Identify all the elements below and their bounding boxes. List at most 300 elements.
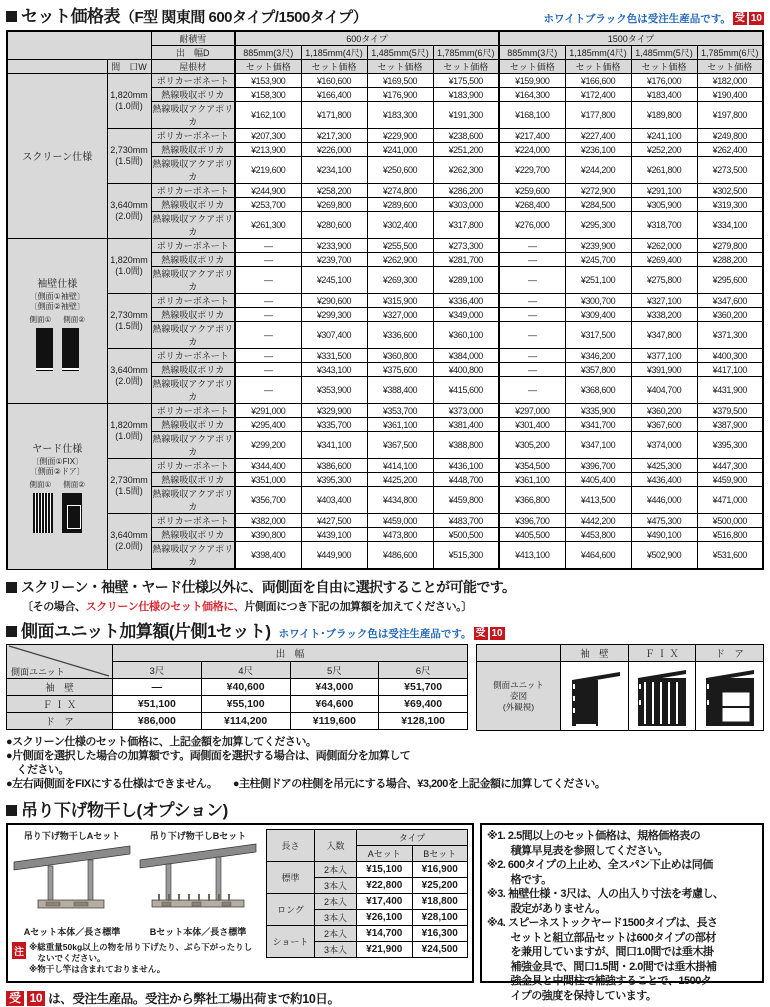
depth-col-header: 1,185mm(4尺) xyxy=(565,46,631,60)
price-cell: ¥338,200 xyxy=(631,308,697,322)
bullet-line: ●左右両側面をFIXにする仕様はできません。 ●主柱側ドアの柱側を吊元にする場合、¥3,200を上記金額に加算してください。 xyxy=(6,778,606,790)
roof-material-cell: ポリカーボネート xyxy=(151,514,235,528)
category-cell xyxy=(7,404,107,570)
price-b-cell: ¥18,800 xyxy=(412,894,468,910)
side-pictograms xyxy=(36,328,79,368)
price-cell: ¥262,000 xyxy=(631,239,697,253)
price-cell: ¥317,800 xyxy=(433,212,499,239)
side-unit-order-text: ホワイト･ブラック色は受注生産品です。 xyxy=(278,628,472,640)
page-title: セット価格表 xyxy=(21,7,120,26)
price-cell: ¥446,000 xyxy=(631,487,697,514)
price-cell: ¥388,400 xyxy=(367,377,433,404)
price-cell: ¥227,400 xyxy=(565,129,631,143)
width-mm: 2,730mm xyxy=(110,145,148,155)
price-col-header: セット価格 xyxy=(697,60,763,74)
price-cell: ¥177,800 xyxy=(565,102,631,129)
ud-row-label: 側面ユニット 姿図 (外観視) xyxy=(477,662,561,731)
add-price-cell: ¥51,100 xyxy=(113,696,202,713)
price-cell: ¥273,300 xyxy=(433,239,499,253)
width-mm: 2,730mm xyxy=(110,310,148,320)
price-cell: ¥500,000 xyxy=(697,514,763,528)
set-b-illustration-icon xyxy=(138,842,258,920)
price-cell: ¥471,000 xyxy=(697,487,763,514)
price-a-cell: ¥15,100 xyxy=(357,862,413,878)
set-a-caption: Aセット本体／長さ標準 xyxy=(23,927,121,937)
add-price-cell: ¥51,700 xyxy=(379,679,468,696)
price-cell: ¥382,000 xyxy=(235,514,301,528)
price-cell: ¥261,300 xyxy=(235,212,301,239)
depth-col-header: 885mm(3尺) xyxy=(235,46,301,60)
price-cell: ¥502,900 xyxy=(631,542,697,570)
price-cell: ¥262,400 xyxy=(697,143,763,157)
bullet-line: ●片側面を選択した場合の加算額です。両側面を選択する場合は、両側面分を加算して xyxy=(6,750,411,762)
price-cell: ¥344,400 xyxy=(235,459,301,473)
price-cell: ¥295,300 xyxy=(565,212,631,239)
price-cell: ¥341,100 xyxy=(301,432,367,459)
price-cell: ¥291,000 xyxy=(235,404,301,418)
price-cell: ¥361,100 xyxy=(499,473,565,487)
price-cell: ¥335,700 xyxy=(301,418,367,432)
price-col-header: セット価格 xyxy=(499,60,565,74)
width-mm: 3,640mm xyxy=(110,200,148,210)
price-cell: ¥302,500 xyxy=(697,184,763,198)
price-cell: ¥295,400 xyxy=(235,418,301,432)
price-cell: ¥425,200 xyxy=(367,473,433,487)
price-cell: ¥274,800 xyxy=(367,184,433,198)
roof-material-cell: 熱線吸収ポリカ xyxy=(151,253,235,267)
page-subtitle: （F型 関東間 600タイプ/1500タイプ） xyxy=(120,9,368,26)
price-cell: ¥398,400 xyxy=(235,542,301,570)
price-cell: ¥244,900 xyxy=(235,184,301,198)
price-cell: ¥229,900 xyxy=(367,129,433,143)
price-cell: ¥234,100 xyxy=(301,157,367,184)
price-cell: ¥190,400 xyxy=(697,88,763,102)
category-cell xyxy=(7,74,107,239)
price-cell: ¥500,500 xyxy=(433,528,499,542)
warning-line-2: ないでください。 xyxy=(29,953,106,963)
price-cell: — xyxy=(499,239,565,253)
price-cell: ¥516,800 xyxy=(697,528,763,542)
price-cell: ¥436,100 xyxy=(433,459,499,473)
price-cell: — xyxy=(235,267,301,294)
add-price-cell: ¥128,100 xyxy=(379,713,468,730)
price-b-cell: ¥24,500 xyxy=(412,942,468,958)
ud-column-header: Ｆ Ｉ Ｘ xyxy=(628,645,696,662)
footnote-line: ※3. 袖壁仕様・3尺は、人の出入り寸法を考慮し、 xyxy=(487,888,724,900)
price-cell: ¥360,200 xyxy=(631,404,697,418)
price-cell: ¥403,400 xyxy=(301,487,367,514)
price-cell: ¥166,400 xyxy=(301,88,367,102)
depth-column-header: 3尺 xyxy=(113,662,202,679)
price-cell: ¥367,600 xyxy=(631,418,697,432)
price-cell: ¥366,800 xyxy=(499,487,565,514)
roof-material-cell: 熱線吸収ポリカ xyxy=(151,308,235,322)
price-cell: ¥347,100 xyxy=(565,432,631,459)
width-mm: 1,820mm xyxy=(110,420,148,430)
price-cell: ¥343,100 xyxy=(301,363,367,377)
option-table-row xyxy=(267,926,468,942)
table-row xyxy=(7,404,763,418)
count-cell: 3本入 xyxy=(315,878,357,894)
set-b-title: 吊り下げ物干しBセット xyxy=(149,831,247,841)
price-cell: ¥387,900 xyxy=(697,418,763,432)
footer-text: は、受注生産品。受注から弊社工場出荷まで約10日。 xyxy=(48,992,340,1006)
unit-type-label: 袖 壁 xyxy=(7,679,113,696)
price-col-header: セット価格 xyxy=(565,60,631,74)
price-cell: ¥381,400 xyxy=(433,418,499,432)
length-cell: ロング xyxy=(267,894,315,926)
price-cell: ¥172,400 xyxy=(565,88,631,102)
price-cell: — xyxy=(499,308,565,322)
width-mm: 2,730mm xyxy=(110,475,148,485)
price-cell: ¥336,400 xyxy=(433,294,499,308)
price-cell: ¥413,500 xyxy=(565,487,631,514)
price-cell: ¥396,700 xyxy=(499,514,565,528)
price-cell: ¥434,800 xyxy=(367,487,433,514)
price-cell: ¥276,000 xyxy=(499,212,565,239)
price-cell: ¥353,700 xyxy=(367,404,433,418)
warning-badge-icon: 注 xyxy=(12,942,26,959)
price-cell: — xyxy=(499,267,565,294)
price-cell: ¥197,800 xyxy=(697,102,763,129)
price-cell: ¥327,000 xyxy=(367,308,433,322)
width-mm: 3,640mm xyxy=(110,530,148,541)
width-cell xyxy=(107,514,151,570)
footnote-line: 積算早見表を参照してください。 xyxy=(487,844,669,857)
footnote-line: イプの強度を保持しています。 xyxy=(487,989,657,1002)
price-cell: ¥224,000 xyxy=(499,143,565,157)
add-price-cell: ¥43,000 xyxy=(290,679,379,696)
table-row xyxy=(7,459,763,473)
price-cell: ¥448,700 xyxy=(433,473,499,487)
add-table-row xyxy=(7,713,468,730)
price-cell: ¥413,100 xyxy=(499,542,565,570)
price-cell: ¥207,300 xyxy=(235,129,301,143)
option-heading xyxy=(6,796,764,821)
roof-material-cell: 熱線吸収ポリカ xyxy=(151,528,235,542)
price-cell: ¥315,900 xyxy=(367,294,433,308)
roof-material-cell: ポリカーボネート xyxy=(151,294,235,308)
price-cell: ¥299,300 xyxy=(301,308,367,322)
price-cell: ¥241,100 xyxy=(631,129,697,143)
ud-diagram-cell xyxy=(628,662,696,731)
side-unit-corner-label: 側面ユニット xyxy=(11,667,65,677)
width-ken: (2.0間) xyxy=(115,211,143,221)
price-b-cell: ¥25,200 xyxy=(412,878,468,894)
price-cell: ¥229,700 xyxy=(499,157,565,184)
depth-col-header: 1,485mm(5尺) xyxy=(367,46,433,60)
price-cell: ¥464,600 xyxy=(565,542,631,570)
add-price-cell: ¥64,600 xyxy=(290,696,379,713)
roof-material-cell: 熱線吸収ポリカ xyxy=(151,143,235,157)
roof-material-cell: ポリカーボネート xyxy=(151,184,235,198)
depth-col-header: 1,485mm(5尺) xyxy=(631,46,697,60)
roof-material-cell: 熱線吸収ポリカ xyxy=(151,363,235,377)
price-cell: ¥425,300 xyxy=(631,459,697,473)
price-cell: ¥168,100 xyxy=(499,102,565,129)
price-cell: ¥417,100 xyxy=(697,363,763,377)
price-cell: ¥261,800 xyxy=(631,157,697,184)
badge-days-icon: 10 xyxy=(491,628,503,639)
price-cell: ¥431,900 xyxy=(697,377,763,404)
price-cell: ¥349,000 xyxy=(433,308,499,322)
price-a-cell: ¥26,100 xyxy=(357,910,413,926)
price-cell: ¥244,200 xyxy=(565,157,631,184)
roof-material-cell: 熱線吸収アクアポリカ xyxy=(151,157,235,184)
ud-diagram-cell xyxy=(561,662,629,731)
price-cell: ¥360,100 xyxy=(433,322,499,349)
width-ken: (1.5間) xyxy=(115,486,143,496)
price-col-header: セット価格 xyxy=(433,60,499,74)
table-row xyxy=(7,514,763,528)
price-cell: ¥252,200 xyxy=(631,143,697,157)
depth-col-header: 1,185mm(4尺) xyxy=(301,46,367,60)
footnotes-box xyxy=(480,823,764,1002)
price-cell: ¥268,400 xyxy=(499,198,565,212)
price-cell: — xyxy=(235,239,301,253)
price-cell: ¥300,700 xyxy=(565,294,631,308)
add-price-cell: ¥40,600 xyxy=(201,679,290,696)
price-cell: ¥284,500 xyxy=(565,198,631,212)
price-cell: — xyxy=(235,377,301,404)
price-cell: ¥384,000 xyxy=(433,349,499,363)
count-header: 入数 xyxy=(315,830,357,862)
price-cell: ¥405,500 xyxy=(499,528,565,542)
roof-material-cell: 熱線吸収ポリカ xyxy=(151,473,235,487)
price-cell: ¥297,000 xyxy=(499,404,565,418)
price-cell: ¥295,600 xyxy=(697,267,763,294)
add-price-cell: ¥55,100 xyxy=(201,696,290,713)
order-made-note xyxy=(544,11,764,26)
badge-order-icon: 受 xyxy=(6,991,24,1006)
type-1500-header: 1500タイプ xyxy=(499,31,763,46)
price-cell: ¥318,700 xyxy=(631,212,697,239)
price-cell: ¥459,900 xyxy=(697,473,763,487)
price-cell: ¥309,400 xyxy=(565,308,631,322)
price-cell: — xyxy=(235,349,301,363)
price-b-cell: ¥16,300 xyxy=(412,926,468,942)
side-unit-bullets xyxy=(6,735,764,791)
footnote-line: 格です。 xyxy=(487,873,552,886)
corner-cell xyxy=(7,60,107,74)
count-cell: 2本入 xyxy=(315,862,357,878)
side-pictograms xyxy=(33,493,82,533)
side-labels: 側面① 側面② xyxy=(29,314,85,324)
add-price-cell: — xyxy=(113,679,202,696)
footnote-line: セットと組立部品セットは600タイプの部材 xyxy=(487,931,716,944)
price-cell: ¥217,300 xyxy=(301,129,367,143)
price-a-cell: ¥17,400 xyxy=(357,894,413,910)
footnote-line: 強金具と中間柱で補強することで、1500タ xyxy=(487,975,712,987)
roof-material-cell: 熱線吸収アクアポリカ xyxy=(151,542,235,570)
count-cell: 3本入 xyxy=(315,910,357,926)
price-cell: ¥250,600 xyxy=(367,157,433,184)
price-cell: ¥269,300 xyxy=(367,267,433,294)
set-a-title: 吊り下げ物干しAセット xyxy=(23,831,121,841)
price-cell: ¥166,600 xyxy=(565,74,631,88)
price-cell: ¥459,000 xyxy=(367,514,433,528)
price-cell: ¥183,400 xyxy=(631,88,697,102)
set-a-illustration-icon xyxy=(12,842,132,920)
price-cell: ¥169,500 xyxy=(367,74,433,88)
price-cell: ¥272,900 xyxy=(565,184,631,198)
width-cell xyxy=(107,404,151,459)
subnote-post: 片側面につき下記の加算額を加えてください。〕 xyxy=(244,601,472,613)
snow-label: 耐積雪 xyxy=(151,31,235,46)
drying-rack-box xyxy=(6,823,474,983)
price-cell: ¥269,800 xyxy=(301,198,367,212)
roof-material-cell: 熱線吸収アクアポリカ xyxy=(151,377,235,404)
price-cell: ¥291,100 xyxy=(631,184,697,198)
length-cell: 標準 xyxy=(267,862,315,894)
price-cell: ¥319,300 xyxy=(697,198,763,212)
width-cell xyxy=(107,129,151,184)
bullet-line: ●スクリーン仕様のセット価格に、上記金額を加算してください。 xyxy=(6,736,317,748)
price-cell: ¥236,100 xyxy=(565,143,631,157)
price-cell: ¥353,900 xyxy=(301,377,367,404)
warning-line-3: ※物干し竿は含まれておりません。 xyxy=(29,964,166,974)
depth-column-header: 4尺 xyxy=(201,662,290,679)
price-cell: ¥531,600 xyxy=(697,542,763,570)
width-cell xyxy=(107,349,151,404)
price-cell: ¥176,000 xyxy=(631,74,697,88)
price-cell: ¥367,500 xyxy=(367,432,433,459)
price-cell: ¥373,000 xyxy=(433,404,499,418)
price-cell: ¥305,900 xyxy=(631,198,697,212)
price-cell: ¥377,100 xyxy=(631,349,697,363)
roof-material-cell: 熱線吸収アクアポリカ xyxy=(151,267,235,294)
price-cell: ¥253,700 xyxy=(235,198,301,212)
roof-material-cell: 熱線吸収ポリカ xyxy=(151,88,235,102)
price-cell: ¥288,200 xyxy=(697,253,763,267)
footnote-line: を兼用していますが、間口1.0間では垂木掛 xyxy=(487,946,714,958)
price-cell: ¥374,000 xyxy=(631,432,697,459)
price-cell: ¥400,300 xyxy=(697,349,763,363)
width-mm: 1,820mm xyxy=(110,255,148,265)
roof-material-cell: ポリカーボネート xyxy=(151,129,235,143)
price-cell: ¥386,600 xyxy=(301,459,367,473)
drying-rack-price-table xyxy=(266,829,468,958)
add-table-row xyxy=(7,679,468,696)
price-cell: ¥368,600 xyxy=(565,377,631,404)
price-cell: ¥347,800 xyxy=(631,322,697,349)
bullet-square-icon xyxy=(6,11,17,22)
depth-column-header: 5尺 xyxy=(290,662,379,679)
ud-column-header: 袖 壁 xyxy=(561,645,629,662)
depth-column-header: 6尺 xyxy=(379,662,468,679)
price-cell: ¥262,300 xyxy=(433,157,499,184)
price-cell: ¥329,900 xyxy=(301,404,367,418)
price-cell: ¥335,900 xyxy=(565,404,631,418)
side-labels: 側面① 側面② xyxy=(29,479,85,489)
price-cell: ¥405,400 xyxy=(565,473,631,487)
price-cell: ¥183,900 xyxy=(433,88,499,102)
price-sheet-page xyxy=(0,2,770,1006)
type-b-header: Bセット xyxy=(412,846,468,862)
price-cell: ¥360,200 xyxy=(697,308,763,322)
price-cell: ¥255,500 xyxy=(367,239,433,253)
price-a-cell: ¥14,700 xyxy=(357,926,413,942)
ud-diagram-cell xyxy=(696,662,764,731)
length-header: 長さ xyxy=(267,830,315,862)
roof-material-cell: 熱線吸収アクアポリカ xyxy=(151,322,235,349)
badge-order-icon: 受 xyxy=(475,628,486,639)
price-cell: ¥226,000 xyxy=(301,143,367,157)
bullet-line: ください。 xyxy=(6,764,69,776)
price-cell: — xyxy=(499,322,565,349)
subnote-pre: 〔その場合、 xyxy=(22,601,86,613)
price-cell: ¥238,600 xyxy=(433,129,499,143)
price-cell: ¥269,400 xyxy=(631,253,697,267)
price-cell: ¥486,600 xyxy=(367,542,433,570)
price-cell: ¥299,200 xyxy=(235,432,301,459)
ud-corner xyxy=(477,645,561,662)
table-row xyxy=(7,184,763,198)
price-cell: ¥289,100 xyxy=(433,267,499,294)
bullet-square-icon xyxy=(6,626,17,637)
price-cell: ¥191,300 xyxy=(433,102,499,129)
warning-line-1: ※総重量50kg以上の物を吊り下げたり、ぶら下がったりし xyxy=(29,942,253,952)
price-cell: ¥327,100 xyxy=(631,294,697,308)
type-600-header: 600タイプ xyxy=(235,31,499,46)
table-row xyxy=(7,349,763,363)
price-cell: ¥490,100 xyxy=(631,528,697,542)
roof-material-cell: ポリカーボネート xyxy=(151,459,235,473)
price-cell: ¥251,200 xyxy=(433,143,499,157)
add-price-cell: ¥86,000 xyxy=(113,713,202,730)
price-cell: ¥239,700 xyxy=(301,253,367,267)
corner-cell xyxy=(7,31,151,60)
depth-col-header: 885mm(3尺) xyxy=(499,46,565,60)
price-cell: ¥213,900 xyxy=(235,143,301,157)
price-cell: ¥357,800 xyxy=(565,363,631,377)
badge-order-icon: 受 xyxy=(734,13,745,24)
width-ken: (2.0間) xyxy=(115,376,143,386)
table-row xyxy=(7,239,763,253)
price-cell: — xyxy=(499,294,565,308)
roof-material-cell: 熱線吸収アクアポリカ xyxy=(151,432,235,459)
price-cell: ¥459,800 xyxy=(433,487,499,514)
price-cell: ¥171,800 xyxy=(301,102,367,129)
price-cell: ¥439,100 xyxy=(301,528,367,542)
side-unit-add-price-table xyxy=(6,644,468,730)
price-cell: ¥175,500 xyxy=(433,74,499,88)
price-cell: ¥233,900 xyxy=(301,239,367,253)
footnote-line: ※4. スピーネストックヤード1500タイプは、長さ xyxy=(487,917,718,929)
price-cell: ¥351,000 xyxy=(235,473,301,487)
price-cell: ¥183,300 xyxy=(367,102,433,129)
price-cell: ¥453,800 xyxy=(565,528,631,542)
door-unit-diagram-icon xyxy=(700,666,760,730)
roof-material-cell: 熱線吸収ポリカ xyxy=(151,198,235,212)
price-cell: — xyxy=(499,253,565,267)
roof-material-cell: 熱線吸収アクアポリカ xyxy=(151,212,235,239)
price-cell: ¥259,600 xyxy=(499,184,565,198)
price-cell: ¥245,100 xyxy=(301,267,367,294)
price-cell: ¥241,000 xyxy=(367,143,433,157)
price-cell: ¥176,900 xyxy=(367,88,433,102)
price-cell: ¥307,400 xyxy=(301,322,367,349)
price-b-cell: ¥28,100 xyxy=(412,910,468,926)
roof-material-cell: ポリカーボネート xyxy=(151,239,235,253)
depth-col-header: 1,785mm(6尺) xyxy=(433,46,499,60)
free-selection-subnote xyxy=(22,598,764,614)
footnote-line: ※1. 2.5間以上のセット価格は、規格価格表の xyxy=(487,830,701,842)
price-cell: ¥414,100 xyxy=(367,459,433,473)
category-cell xyxy=(7,239,107,404)
price-cell: ¥371,300 xyxy=(697,322,763,349)
add-table-row xyxy=(7,696,468,713)
